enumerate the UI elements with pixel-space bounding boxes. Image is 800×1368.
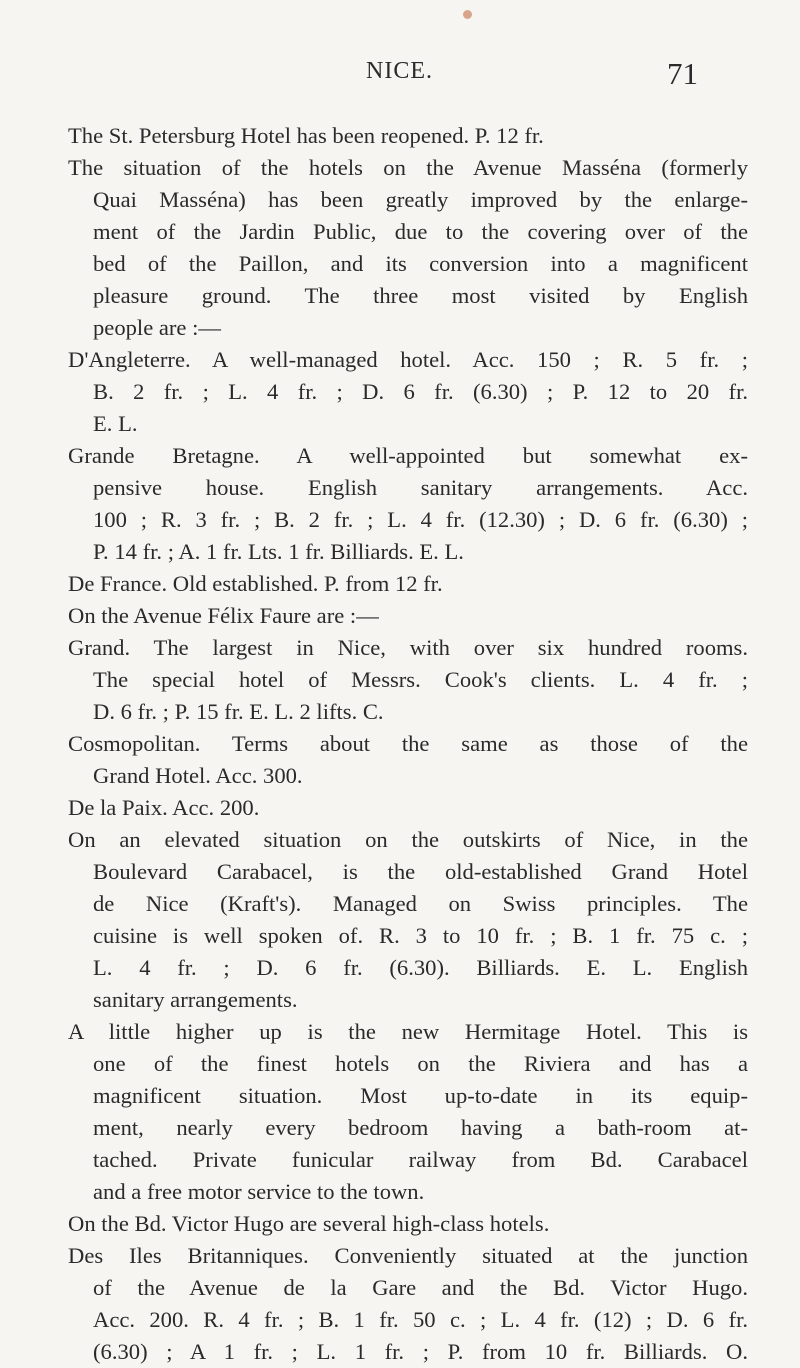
text-line: one of the finest hotels on the Riviera and has a — [93, 1051, 748, 1076]
text-line: tached. Private funicular railway from Bd. Carabacel — [93, 1147, 748, 1172]
page-number: 71 — [667, 56, 698, 91]
text-line: P. 14 fr. ; A. 1 fr. Lts. 1 fr. Billiards. E. L. — [93, 539, 464, 564]
text-line: Quai Masséna) has been greatly improved by the enlarge- — [93, 187, 748, 212]
text-line: ment of the Jardin Public, due to the covering over of the — [93, 219, 748, 244]
text-line: De la Paix. Acc. 200. — [68, 795, 260, 820]
text-line: bed of the Paillon, and its conversion into a magnificent — [93, 251, 748, 276]
text-line: sanitary arrangements. — [93, 987, 298, 1012]
text-line: The situation of the hotels on the Avenue Masséna (formerly — [68, 155, 748, 180]
text-line: Boulevard Carabacel, is the old-established Grand Hotel — [93, 859, 748, 884]
text-line: D. 6 fr. ; P. 15 fr. E. L. 2 lifts. C. — [93, 699, 384, 724]
text-line: Cosmopolitan. Terms about the same as those of the — [68, 731, 748, 756]
text-line: D'Angleterre. A well-managed hotel. Acc. 150 ; R. 5 fr. ; — [68, 347, 748, 372]
text-line: Grande Bretagne. A well-appointed but somewhat ex- — [68, 443, 748, 468]
text-line: de Nice (Kraft's). Managed on Swiss principles. The — [93, 891, 748, 916]
text-line: 100 ; R. 3 fr. ; B. 2 fr. ; L. 4 fr. (12.30) ; D. 6 fr. (6.30) ; — [93, 507, 748, 532]
text-line: L. 4 fr. ; D. 6 fr. (6.30). Billiards. E. L. English — [93, 955, 748, 980]
text-line: and a free motor service to the town. — [93, 1179, 425, 1204]
text-line: The St. Petersburg Hotel has been reopened. P. 12 fr. — [68, 123, 544, 148]
text-line: De France. Old established. P. from 12 fr. — [68, 571, 443, 596]
text-line: Grand Hotel. Acc. 300. — [93, 763, 303, 788]
text-line: A little higher up is the new Hermitage Hotel. This is — [68, 1019, 748, 1044]
text-line: (6.30) ; A 1 fr. ; L. 1 fr. ; P. from 10 fr. Billiards. O. — [93, 1339, 748, 1364]
text-line: ment, nearly every bedroom having a bath-room at- — [93, 1115, 748, 1140]
text-line: E. L. — [93, 411, 138, 436]
text-line: pleasure ground. The three most visited by English — [93, 283, 748, 308]
text-line: B. 2 fr. ; L. 4 fr. ; D. 6 fr. (6.30) ; P. 12 to 20 fr. — [93, 379, 748, 404]
text-line: magnificent situation. Most up-to-date in its equip- — [93, 1083, 748, 1108]
text-line: people are :— — [93, 315, 221, 340]
text-line: Grand. The largest in Nice, with over six hundred rooms. — [68, 635, 748, 660]
text-line: cuisine is well spoken of. R. 3 to 10 fr. ; B. 1 fr. 75 c. ; — [93, 923, 748, 948]
text-line: On the Bd. Victor Hugo are several high-class hotels. — [68, 1211, 550, 1236]
text-line: Acc. 200. R. 4 fr. ; B. 1 fr. 50 c. ; L. 4 fr. (12) ; D. 6 fr. — [93, 1307, 748, 1332]
text-line: of the Avenue de la Gare and the Bd. Victor Hugo. — [93, 1275, 748, 1300]
text-line: Des Iles Britanniques. Conveniently situated at the junction — [68, 1243, 748, 1268]
page-header — [0, 58, 800, 98]
running-title: NICE. — [366, 58, 433, 84]
text-line: The special hotel of Messrs. Cook's clients. L. 4 fr. ; — [93, 667, 748, 692]
text-line: On the Avenue Félix Faure are :— — [68, 603, 379, 628]
ink-dot — [463, 10, 472, 19]
text-line: On an elevated situation on the outskirts of Nice, in the — [68, 827, 748, 852]
text-line: pensive house. English sanitary arrangements. Acc. — [93, 475, 748, 500]
body-text — [68, 120, 748, 1368]
